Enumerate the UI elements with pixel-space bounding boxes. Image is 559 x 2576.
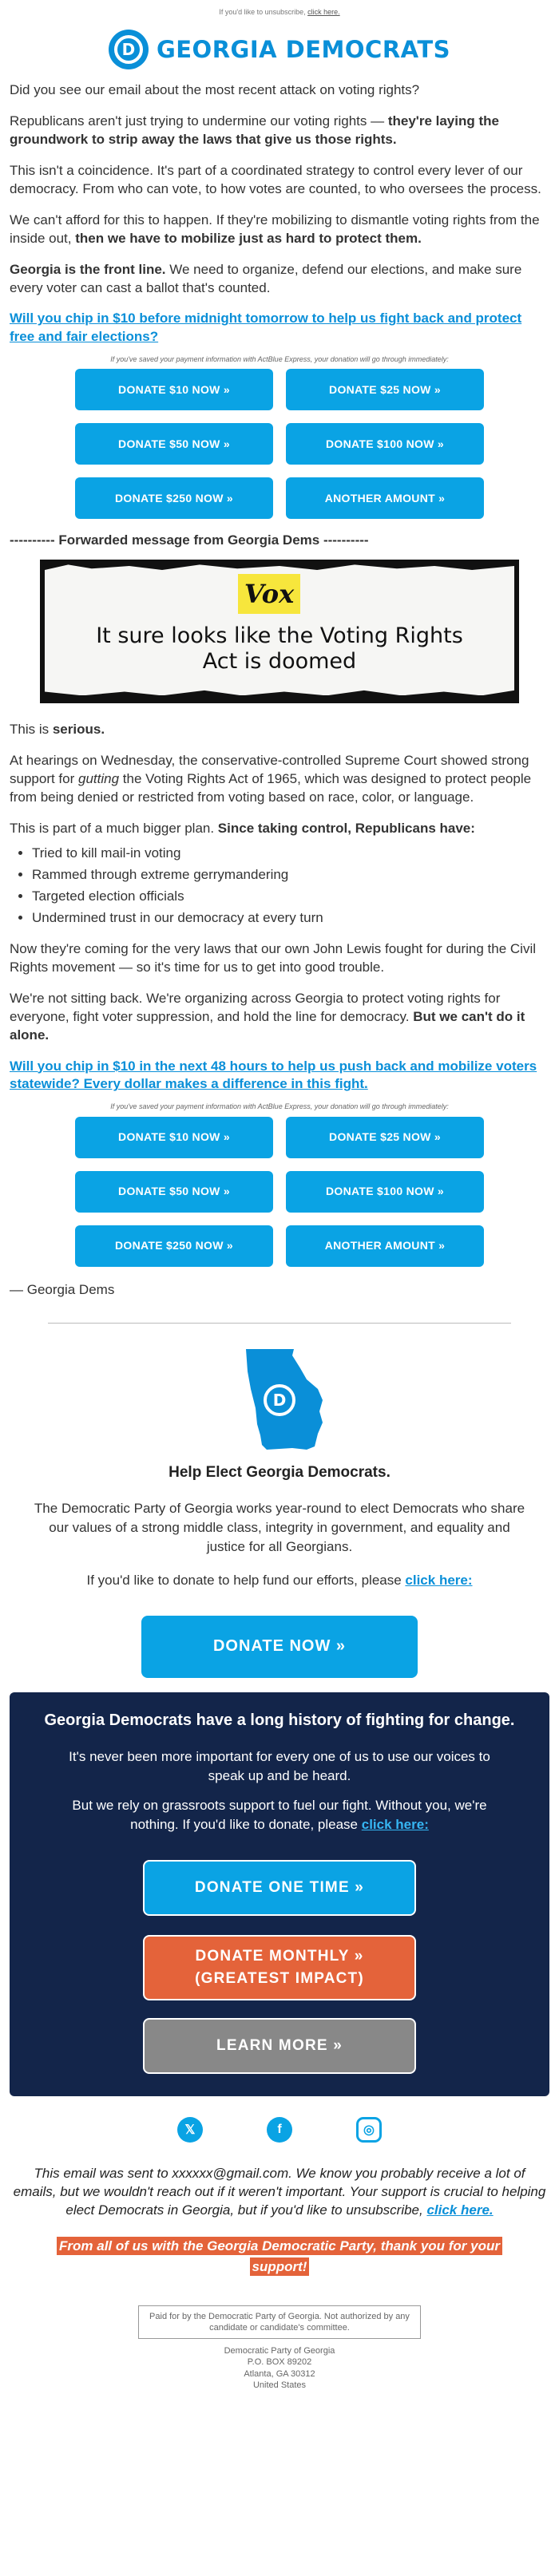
instagram-icon[interactable]: ◎ [356, 2117, 382, 2143]
intro-p5-text: We need to organize, defend our elections, and make sure every voter can cast a ballot that's counted. [10, 261, 522, 295]
donate-25-button[interactable]: DONATE $25 NOW » [286, 1117, 484, 1158]
donate-100-button[interactable]: DONATE $100 NOW » [286, 423, 484, 465]
address-line-3: Atlanta, GA 30312 [244, 2368, 315, 2379]
donate-10-button[interactable]: DONATE $10 NOW » [75, 369, 273, 410]
forwarded-header: ---------- Forwarded message from Georgia Dems ---------- [10, 532, 369, 548]
panel-paragraph-1: It's never been more important for every one of us to use our voices to speak up and be heard. [69, 1748, 490, 1783]
email-footnote [0, 2165, 559, 2220]
fund-text: If you'd like to donate to help fund our efforts, please [86, 1572, 406, 1588]
fight-for-change-panel [10, 1692, 549, 2096]
logo-mark: D [114, 35, 143, 64]
x-icon[interactable]: 𝕏 [177, 2117, 203, 2143]
help-title: Help Elect Georgia Democrats. [168, 1464, 391, 1482]
donate-250-button[interactable]: DONATE $250 NOW » [75, 1225, 273, 1267]
message-content [0, 81, 559, 1299]
signature: — Georgia Dems [10, 1281, 115, 1297]
donate-50-button[interactable]: DONATE $50 NOW » [75, 423, 273, 465]
preheader [0, 0, 559, 18]
vox-headline-image[interactable] [40, 560, 519, 703]
thank-you-banner [46, 2236, 513, 2278]
intro-p2-text: Republicans aren't just trying to undermine our voting rights — [10, 113, 388, 129]
vox-headline-line-2: Act is doomed [202, 649, 357, 675]
body-paragraph-1 [10, 721, 549, 739]
attack-list [32, 845, 549, 928]
vox-headline [40, 623, 519, 675]
thank-you-text: From all of us with the Georgia Democratic Party, thank you for your support! [57, 2237, 502, 2276]
actblue-note-2: If you've saved your payment information with ActBlue Express, your donation will go through immediately: [110, 1102, 449, 1111]
footnote-text: This email was sent to xxxxxx@gmail.com. We know you probably receive a lot of emails, but we wouldn't reach out if it weren't important. Your support is crucial to helping elect Democrats in Georgia, but if you'd like to unsubscribe, [13, 2166, 546, 2218]
body-p2-text-b: the Voting Rights Act of 1965, which was designed to protect people from being denied or restricted from voting based on race, color, or language. [10, 771, 532, 805]
unsubscribe-link[interactable]: click here. [307, 8, 340, 16]
body-paragraph-5 [10, 990, 549, 1045]
social-links [0, 2117, 559, 2143]
donate-button-grid-2 [10, 1117, 549, 1267]
fund-line [0, 1573, 559, 1589]
actblue-note-1: If you've saved your payment information with ActBlue Express, your donation will go through immediately: [110, 355, 449, 364]
body-p2-text-a: At hearings on Wednesday, the conservative-controlled Supreme Court showed strong support for [10, 753, 529, 787]
mailing-address [0, 2345, 559, 2400]
body-p1-text: This is [10, 722, 53, 738]
address-line-1: Democratic Party of Georgia [224, 2346, 335, 2356]
intro-paragraph-5 [10, 261, 549, 298]
body-paragraph-4: Now they're coming for the very laws that our own John Lewis fought for during the Civil Rights movement — so it's time for us to get into good trouble. [10, 940, 537, 975]
address-line-4: United States [252, 2380, 307, 2391]
logo[interactable] [0, 18, 559, 81]
party-about: The Democratic Party of Georgia works year-round to elect Democrats who share our values of a strong middle class, integrity in government, and equality and justice for all Georgians. [34, 1501, 525, 1555]
panel-paragraph-2 [29, 1796, 530, 1834]
donate-monthly-button[interactable] [143, 1935, 416, 2000]
donation-ask-2 [10, 1058, 549, 1094]
map-logo-mark: D [264, 1384, 295, 1416]
list-item: • Undermined trust in our democracy at every turn [32, 909, 549, 928]
intro-p5-bold: Georgia is the front line. [10, 261, 166, 277]
body-p3-text: This is part of a much bigger plan. [10, 821, 218, 837]
donate-250-button[interactable]: DONATE $250 NOW » [75, 477, 273, 519]
another-amount-button[interactable]: ANOTHER AMOUNT » [286, 477, 484, 519]
logo-text: GEORGIA DEMOCRATS [156, 36, 451, 63]
body-paragraph-3 [10, 820, 549, 838]
donate-monthly-label: DONATE MONTHLY » [195, 1947, 364, 1965]
panel-click-here-link[interactable]: click here: [361, 1817, 429, 1833]
intro-p4-text: We can't afford for this to happen. If they're mobilizing to dismantle voting rights from the inside out, [10, 212, 540, 246]
preheader-text: If you'd like to unsubscribe, [219, 8, 308, 16]
panel-title: Georgia Democrats have a long history of fighting for change. [44, 1711, 515, 1729]
paid-for-disclaimer: Paid for by the Democratic Party of Georgia. Not authorized by any candidate or candidate's committee. [138, 2305, 421, 2340]
list-item: • Targeted election officials [32, 888, 549, 906]
body-p5-text: We're not sitting back. We're organizing across Georgia to protect voting rights for everyone, fight voter suppression, and hold the line for democracy. [10, 990, 501, 1024]
divider [48, 1323, 511, 1324]
donate-one-time-button[interactable]: DONATE ONE TIME » [143, 1860, 416, 1916]
vox-logo: Vox [238, 574, 300, 614]
intro-paragraph-4 [10, 212, 549, 248]
list-item: • Rammed through extreme gerrymandering [32, 866, 549, 884]
body-p5-bold: But we can't do it alone. [10, 1008, 525, 1043]
intro-paragraph-1: Did you see our email about the most recent attack on voting rights? [10, 82, 420, 97]
donate-25-button[interactable]: DONATE $25 NOW » [286, 369, 484, 410]
body-paragraph-2 [10, 752, 549, 807]
intro-paragraph-3: This isn't a coincidence. It's part of a coordinated strategy to control every lever of our democracy. From who can vote, to how votes are counted, to who oversees the process. [10, 162, 541, 196]
donate-50-button[interactable]: DONATE $50 NOW » [75, 1171, 273, 1213]
facebook-icon[interactable]: f [267, 2117, 292, 2143]
intro-paragraph-2 [10, 113, 549, 149]
greatest-impact-label: (GREATEST IMPACT) [195, 1970, 364, 1988]
ask-link-1[interactable]: Will you chip in $10 before midnight tomorrow to help us fight back and protect free and fair elections? [10, 311, 522, 345]
footer-unsubscribe-link[interactable]: click here. [426, 2202, 494, 2218]
vox-headline-line-1: It sure looks like the Voting Rights [96, 623, 463, 649]
intro-p2-bold: they're laying the groundwork to strip away the laws that give us those rights. [10, 113, 499, 147]
another-amount-button[interactable]: ANOTHER AMOUNT » [286, 1225, 484, 1267]
fund-click-here-link[interactable]: click here: [405, 1572, 473, 1588]
body-p3-bold: Since taking control, Republicans have: [217, 821, 475, 837]
body-p1-bold: serious. [52, 722, 105, 738]
donate-10-button[interactable]: DONATE $10 NOW » [75, 1117, 273, 1158]
intro-p4-bold: then we have to mobilize just as hard to protect them. [75, 230, 422, 246]
address-line-2: P.O. BOX 89202 [247, 2357, 312, 2368]
learn-more-button[interactable]: LEARN MORE » [143, 2018, 416, 2074]
donate-now-button[interactable]: DONATE NOW » [141, 1616, 418, 1678]
body-p2-emphasis: gutting [78, 771, 120, 787]
ask-link-2[interactable]: Will you chip in $10 in the next 48 hours to help us push back and mobilize voters statewide? Every dollar makes a difference in this fight. [10, 1058, 537, 1092]
donate-100-button[interactable]: DONATE $100 NOW » [286, 1171, 484, 1213]
panel-p2-text: But we rely on grassroots support to fuel our fight. Without you, we're nothing. If you'd like to donate, please [72, 1798, 487, 1833]
donation-ask-1 [10, 310, 549, 346]
list-item: • Tried to kill mail-in voting [32, 845, 549, 863]
donate-button-grid-1 [10, 369, 549, 519]
logo-icon [109, 30, 149, 69]
